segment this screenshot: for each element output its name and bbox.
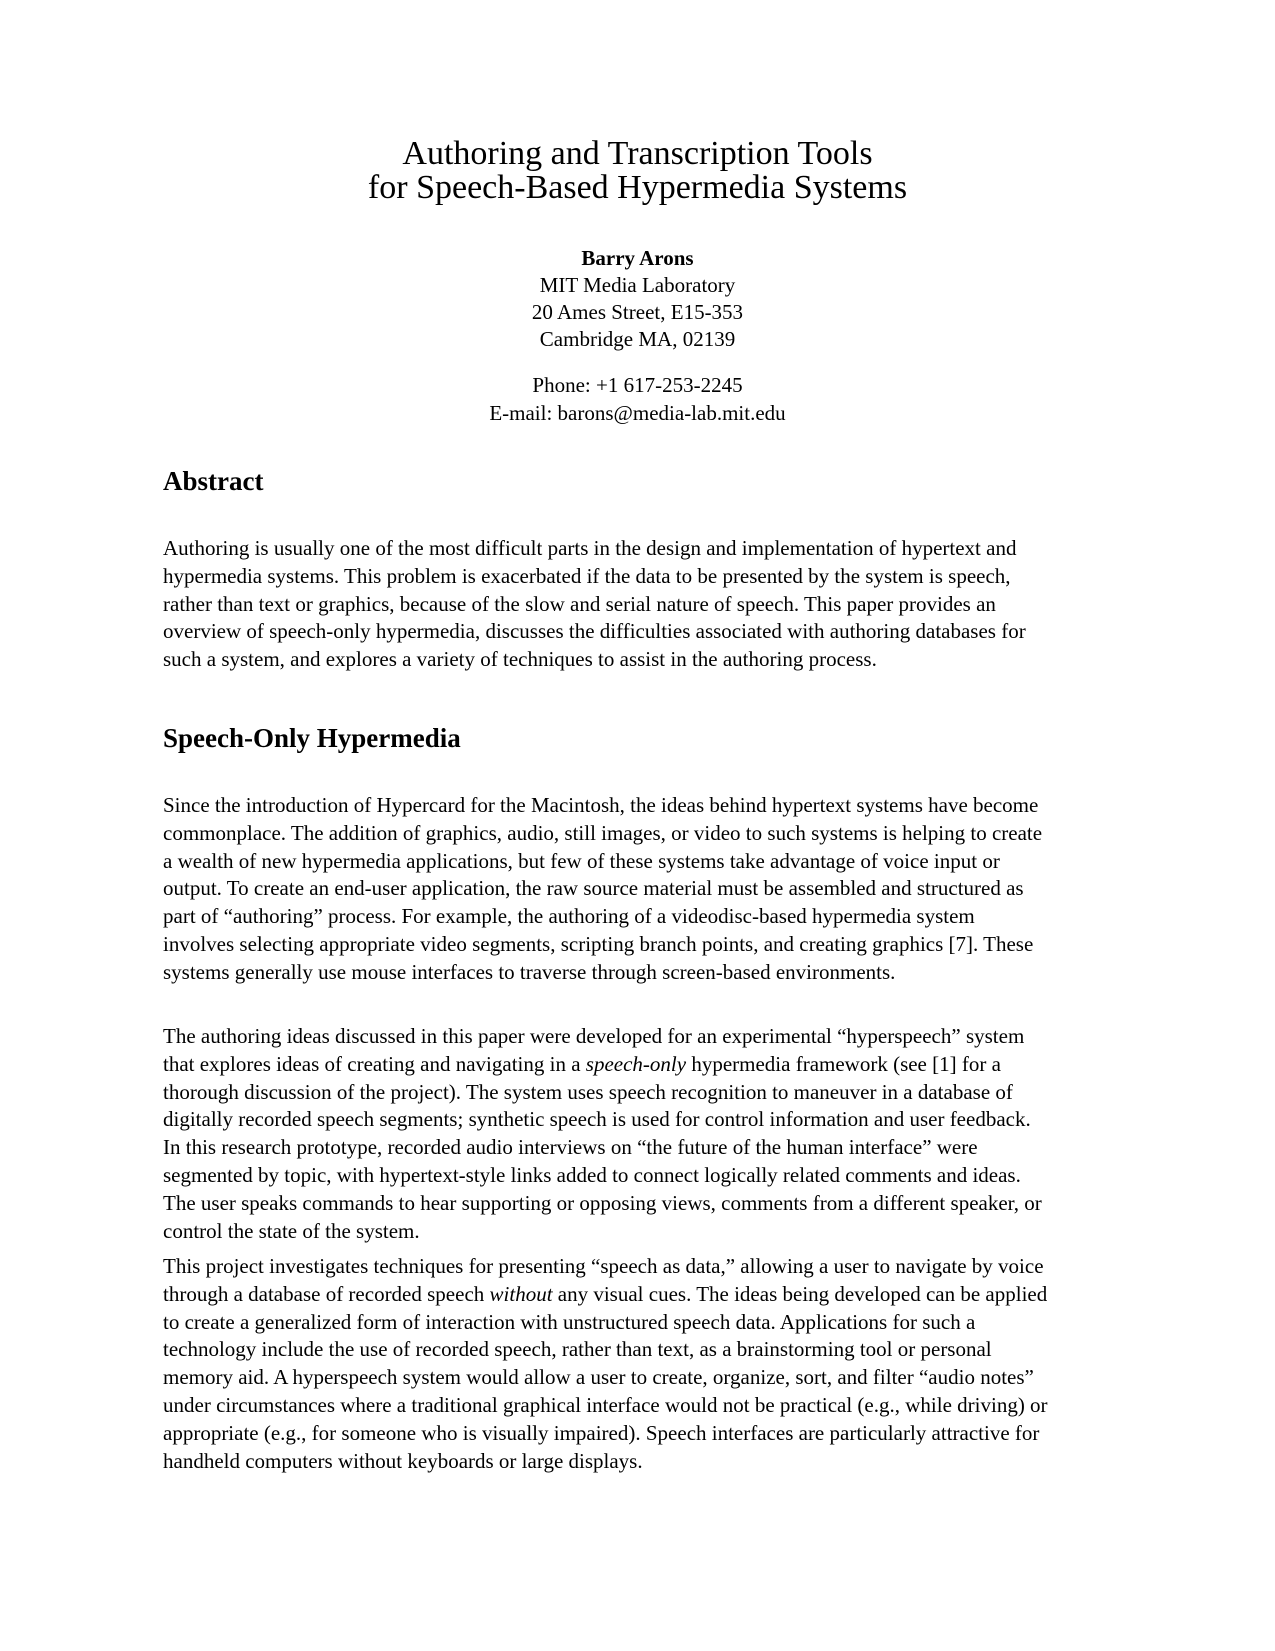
abstract-heading: Abstract xyxy=(163,466,264,496)
abstract-line: overview of speech-only hypermedia, discusses the difficulties associated with authoring databases for xyxy=(163,619,1026,644)
paragraph-line: In this research prototype, recorded audio interviews on “the future of the human interface” were xyxy=(163,1135,978,1160)
text-run: through a database of recorded speech xyxy=(163,1281,490,1306)
section-heading-speech-only-hypermedia: Speech-Only Hypermedia xyxy=(163,723,461,753)
paragraph-line: appropriate (e.g., for someone who is visually impaired). Speech interfaces are particularly attractive for xyxy=(163,1420,1040,1445)
paper-title xyxy=(0,137,1275,205)
abstract-line: Authoring is usually one of the most difficult parts in the design and implementation of hypertext and xyxy=(163,536,1017,560)
emphasis-text: without xyxy=(489,1281,553,1306)
paragraph-line: technology include the use of recorded speech, rather than text, as a brainstorming tool or personal xyxy=(163,1337,992,1362)
author-address-line-1: 20 Ames Street, E15-353 xyxy=(531,300,744,324)
contact-block xyxy=(0,371,1275,427)
abstract-line: hypermedia systems. This problem is exacerbated if the data to be presented by the system is speech, xyxy=(163,563,1011,588)
paragraph-line: a wealth of new hypermedia applications, but few of these systems take advantage of voice input or xyxy=(163,848,1000,873)
paragraph-line: Since the introduction of Hypercard for the Macintosh, the ideas behind hypertext systems have become xyxy=(163,793,1039,817)
paragraph-line: segmented by topic, with hypertext-style links added to connect logically related comments and ideas. xyxy=(163,1162,1021,1187)
paragraph-line: The authoring ideas discussed in this paper were developed for an experimental “hyperspeech” system xyxy=(163,1024,1025,1048)
abstract-line: rather than text or graphics, because of the slow and serial nature of speech. This paper provides an xyxy=(163,591,996,616)
paragraph-line: under circumstances where a traditional graphical interface would not be practical (e.g., while driving) or xyxy=(163,1392,1048,1417)
author-address-line-2: Cambridge MA, 02139 xyxy=(539,327,736,351)
text-run: hypermedia framework (see [1] for a xyxy=(686,1051,1001,1076)
author-phone: Phone: +1 617-253-2245 xyxy=(532,373,743,397)
paragraph-line: This project investigates techniques for presenting “speech as data,” allowing a user to navigate by voice xyxy=(163,1254,1044,1278)
abstract-line: such a system, and explores a variety of techniques to assist in the authoring process. xyxy=(163,647,877,672)
text-run: any visual cues. The ideas being developed can be applied xyxy=(552,1281,1048,1306)
author-affiliation: MIT Media Laboratory xyxy=(539,273,736,297)
paragraph-line: part of “authoring” process. For example, the authoring of a videodisc-based hypermedia system xyxy=(163,904,975,929)
paragraph-line: handheld computers without keyboards or large displays. xyxy=(163,1448,643,1473)
paragraph-line: involves selecting appropriate video segments, scripting branch points, and creating graphics [7]. These xyxy=(163,931,1034,956)
paragraph-line: to create a generalized form of interaction with unstructured speech data. Applications for such a xyxy=(163,1309,976,1334)
paragraph-line: output. To create an end-user application, the raw source material must be assembled and structured as xyxy=(163,876,1024,901)
body-paragraph-2 xyxy=(163,1023,1123,1245)
title-line-2: for Speech-Based Hypermedia Systems xyxy=(367,169,908,206)
paragraph-line: digitally recorded speech segments; synthetic speech is used for control information and user feedback. xyxy=(163,1107,1031,1132)
paragraph-line: control the state of the system. xyxy=(163,1218,420,1243)
paragraph-line: memory aid. A hyperspeech system would allow a user to create, organize, sort, and filter “audio notes” xyxy=(163,1365,1034,1390)
paragraph-line xyxy=(163,1051,1123,1079)
emphasis-text: speech-only xyxy=(585,1051,687,1076)
paragraph-line: thorough discussion of the project). The system uses speech recognition to maneuver in a database of xyxy=(163,1079,1013,1104)
author-email: E-mail: barons@media-lab.mit.edu xyxy=(489,401,786,425)
author-block xyxy=(0,245,1275,353)
paragraph-line: systems generally use mouse interfaces to traverse through screen-based environments. xyxy=(163,959,896,984)
body-paragraph-1 xyxy=(163,792,1123,987)
paragraph-line xyxy=(163,1281,1123,1309)
text-run: that explores ideas of creating and navigating in a xyxy=(163,1051,586,1076)
paragraph-line: commonplace. The addition of graphics, audio, still images, or video to such systems is helping to create xyxy=(163,820,1043,845)
body-paragraph-3 xyxy=(163,1253,1123,1475)
author-name: Barry Arons xyxy=(581,246,694,270)
title-line-1: Authoring and Transcription Tools xyxy=(402,135,873,172)
abstract-paragraph xyxy=(163,535,1123,674)
paragraph-line: The user speaks commands to hear supporting or opposing views, comments from a different speaker, or xyxy=(163,1190,1042,1215)
